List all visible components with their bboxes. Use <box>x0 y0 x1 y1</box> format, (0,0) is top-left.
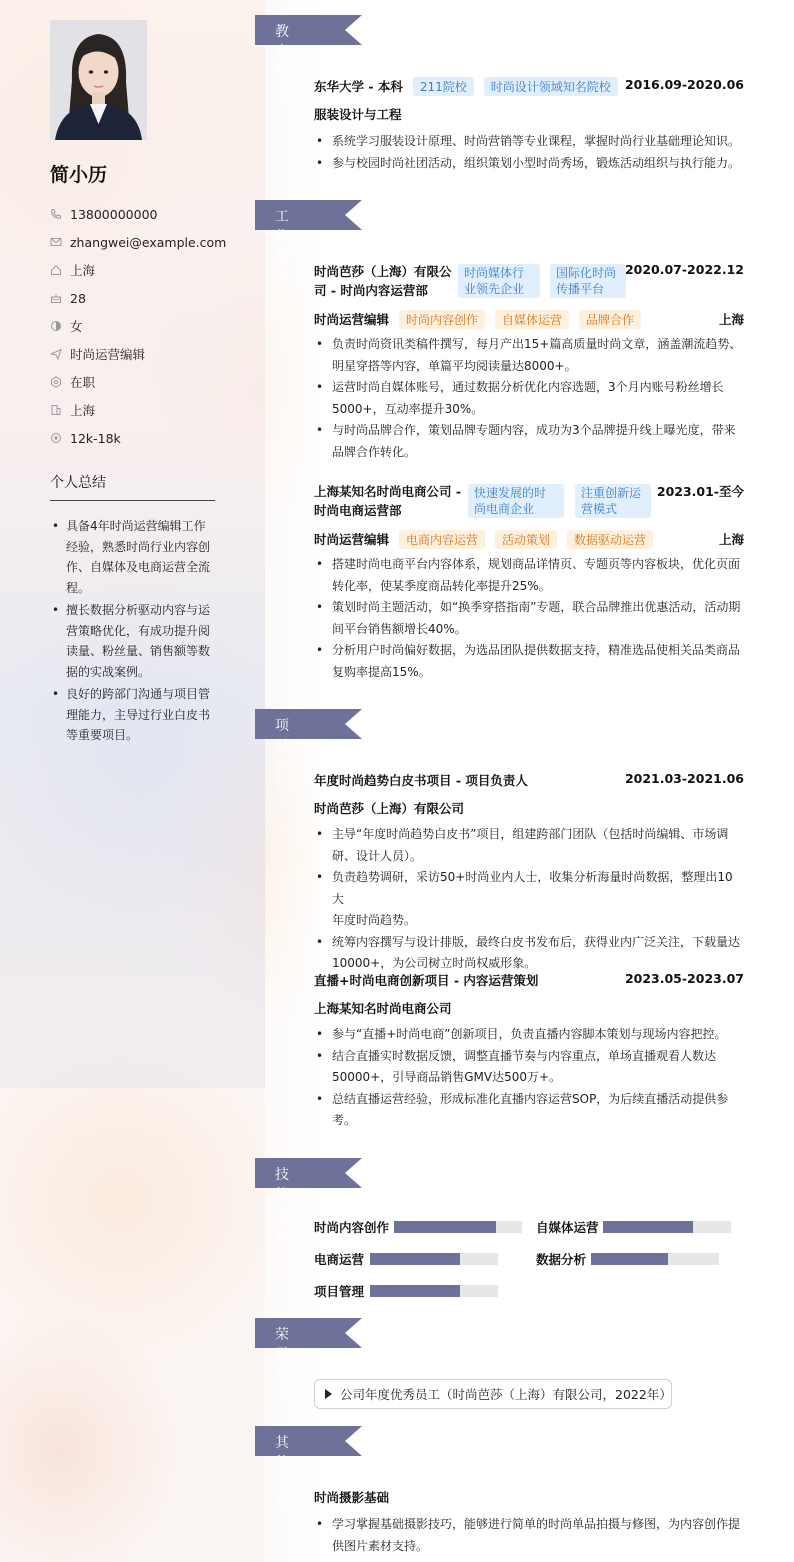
work-date: 2020.07-2022.12 <box>624 262 744 277</box>
skill-bar <box>591 1253 719 1265</box>
project-bullet: • 统筹内容撰写与设计排版，最终白皮书发布后，获得业内广泛关注，下载量达 10000+，为公司树立时尚权威形象。 <box>314 932 744 975</box>
edu-bullet: • 参与校园时尚社团活动，组织策划小型时尚秀场，锻炼活动组织与执行能力。 <box>314 153 744 175</box>
skill-bar <box>370 1253 498 1265</box>
other-bullets <box>314 1514 744 1557</box>
skill-tag: 活动策划 <box>495 530 557 549</box>
award-item[interactable] <box>314 1379 672 1409</box>
work-tag: 快速发展的时 尚电商企业 <box>468 484 564 518</box>
summary-item: • 具备4年时尚运营编辑工作经验，熟悉时尚行业内容创作、自媒体及电商运营全流程。 <box>50 516 215 598</box>
edu-date: 2016.09-2020.06 <box>624 77 744 92</box>
project-bullet: • 主导“年度时尚趋势白皮书”项目，组建跨部门团队（包括时尚编辑、市场调 研、设计人员）。 <box>314 824 744 867</box>
info-job: 时尚运营编辑 <box>50 340 226 368</box>
work-company: 上海某知名时尚电商公司 - 时尚电商运营部 <box>314 484 462 518</box>
edu-tag: 时尚设计领域知名院校 <box>484 77 618 96</box>
project-date: 2023.05-2023.07 <box>624 971 744 986</box>
skill-bar-fill <box>591 1253 668 1265</box>
skill-bar-fill <box>370 1285 460 1297</box>
summary-title: 个人总结 <box>50 472 215 501</box>
work-bullet: • 分析用户时尚偏好数据，为选品团队提供数据支持，精准选品使相关品类商品 复购率提高15%。 <box>314 640 744 683</box>
skill-tag: 自媒体运营 <box>495 310 569 329</box>
section-title: 技能专长 <box>275 1167 290 1243</box>
section-title: 工作经历 <box>275 209 290 285</box>
section-banner <box>255 1318 362 1348</box>
info-age: 28 <box>50 284 226 312</box>
work-bullet: • 运营时尚自媒体账号，通过数据分析优化内容选题，3个月内账号粉丝增长 5000+，互动率提升30%。 <box>314 377 744 420</box>
section-title: 教育经历 <box>275 24 290 100</box>
work-bullets <box>314 334 744 463</box>
skill-tag: 品牌合作 <box>579 310 641 329</box>
section-title: 荣誉奖项 <box>275 1327 290 1403</box>
skill-label: 电商运营 <box>314 1252 365 1267</box>
candidate-name: 简小历 <box>50 164 108 186</box>
section-banner <box>255 15 362 45</box>
work-bullet: • 策划时尚主题活动，如“换季穿搭指南”专题，联合品牌推出优惠活动，活动期 间平台销售额增长40%。 <box>314 597 744 640</box>
project-name: 年度时尚趋势白皮书项目 - 项目负责人 <box>314 773 528 788</box>
edu-tag: 211院校 <box>413 77 474 96</box>
skill-tag: 时尚内容创作 <box>399 310 485 329</box>
skill-bar-fill <box>394 1221 496 1233</box>
project-name: 直播+时尚电商创新项目 - 内容运营策划 <box>314 973 539 988</box>
section-banner <box>255 709 362 739</box>
info-city: 上海 <box>50 256 226 284</box>
other-title: 时尚摄影基础 <box>314 1490 390 1505</box>
work-date: 2023.01-至今 <box>656 484 744 499</box>
skill-tag: 数据驱动运营 <box>567 530 653 549</box>
edu-bullet: • 系统学习服装设计原理、时尚营销等专业课程，掌握时尚行业基础理论知识。 <box>314 131 744 153</box>
project-company: 时尚芭莎（上海）有限公司 <box>314 801 465 816</box>
skill-bar <box>394 1221 522 1233</box>
skill-label: 时尚内容创作 <box>314 1220 390 1235</box>
edu-bullets <box>314 131 744 174</box>
skill-bar <box>603 1221 731 1233</box>
section-banner <box>255 200 362 230</box>
project-company: 上海某知名时尚电商公司 <box>314 1001 452 1016</box>
skill-bar <box>370 1285 498 1297</box>
work-tag: 时尚媒体行 业领先企业 <box>458 264 540 298</box>
work-role-line <box>314 530 744 549</box>
info-phone: 13800000000 <box>50 200 226 228</box>
info-gender: 女 <box>50 312 226 340</box>
work-location: 上海 <box>718 532 744 547</box>
project-bullets <box>314 1024 744 1132</box>
info-status: 在职 <box>50 368 226 396</box>
summary-item: • 擅长数据分析驱动内容与运营策略优化，有成功提升阅读量、粉丝量、销售额等数据的实战案例。 <box>50 600 215 682</box>
award-text: 公司年度优秀员工（时尚芭莎（上海）有限公司，2022年） <box>340 1387 672 1402</box>
section-title: 其他信息 <box>275 1435 290 1511</box>
info-email: zhangwei@example.com <box>50 228 226 256</box>
work-role-line <box>314 310 744 329</box>
project-date: 2021.03-2021.06 <box>624 771 744 786</box>
work-location: 上海 <box>718 312 744 327</box>
school-name: 东华大学 - 本科 <box>314 79 403 94</box>
work-bullet: • 搭建时尚电商平台内容体系，规划商品详情页、专题页等内容板块，优化页面 转化率，使某季度商品转化率提升25%。 <box>314 554 744 597</box>
skill-tag: 电商内容运营 <box>399 530 485 549</box>
work-company: 时尚芭莎（上海）有限公 司 - 时尚内容运营部 <box>314 264 452 298</box>
expand-triangle-icon <box>325 1389 332 1399</box>
skill-label: 项目管理 <box>314 1284 365 1299</box>
project-bullet: • 总结直播运营经验，形成标准化直播内容运营SOP，为后续直播活动提供参 考。 <box>314 1089 744 1132</box>
info-target-city: 上海 <box>50 396 226 424</box>
info-salary: 12k-18k <box>50 424 226 452</box>
work-tag: 注重创新运 营模式 <box>575 484 651 518</box>
other-bullet: • 学习掌握基础摄影技巧，能够进行简单的时尚单品拍摄与修图，为内容创作提 供图片素材支持。 <box>314 1514 744 1557</box>
project-bullets <box>314 824 744 975</box>
section-banner <box>255 1158 362 1188</box>
section-title: 项目经历 <box>275 718 290 794</box>
skill-label: 自媒体运营 <box>536 1220 599 1235</box>
summary-item: • 良好的跨部门沟通与项目管理能力，主导过行业白皮书等重要项目。 <box>50 684 215 746</box>
work-bullet: • 与时尚品牌合作，策划品牌专题内容，成功为3个品牌提升线上曝光度，带来 品牌合作转化。 <box>314 420 744 463</box>
section-banner <box>255 1426 362 1456</box>
project-bullet: • 负责趋势调研，采访50+时尚业内人士，收集分析海量时尚数据，整理出10大 年度时尚趋势。 <box>314 867 744 932</box>
work-bullets <box>314 554 744 683</box>
work-role: 时尚运营编辑 <box>314 532 390 547</box>
project-bullet: • 结合直播实时数据反馈，调整直播节奏与内容重点，单场直播观看人数达 50000+，引导商品销售GMV达500万+。 <box>314 1046 744 1089</box>
work-bullet: • 负责时尚资讯类稿件撰写，每月产出15+篇高质量时尚文章，涵盖潮流趋势、 明星穿搭等内容，单篇平均阅读量达8000+。 <box>314 334 744 377</box>
work-role: 时尚运营编辑 <box>314 312 390 327</box>
skill-label: 数据分析 <box>536 1252 587 1267</box>
edu-major: 服装设计与工程 <box>314 107 402 122</box>
skill-bar-fill <box>370 1253 460 1265</box>
work-tag: 国际化时尚 传播平台 <box>550 264 626 298</box>
project-bullet: • 参与“直播+时尚电商”创新项目，负责直播内容脚本策划与现场内容把控。 <box>314 1024 744 1046</box>
skill-bar-fill <box>603 1221 693 1233</box>
